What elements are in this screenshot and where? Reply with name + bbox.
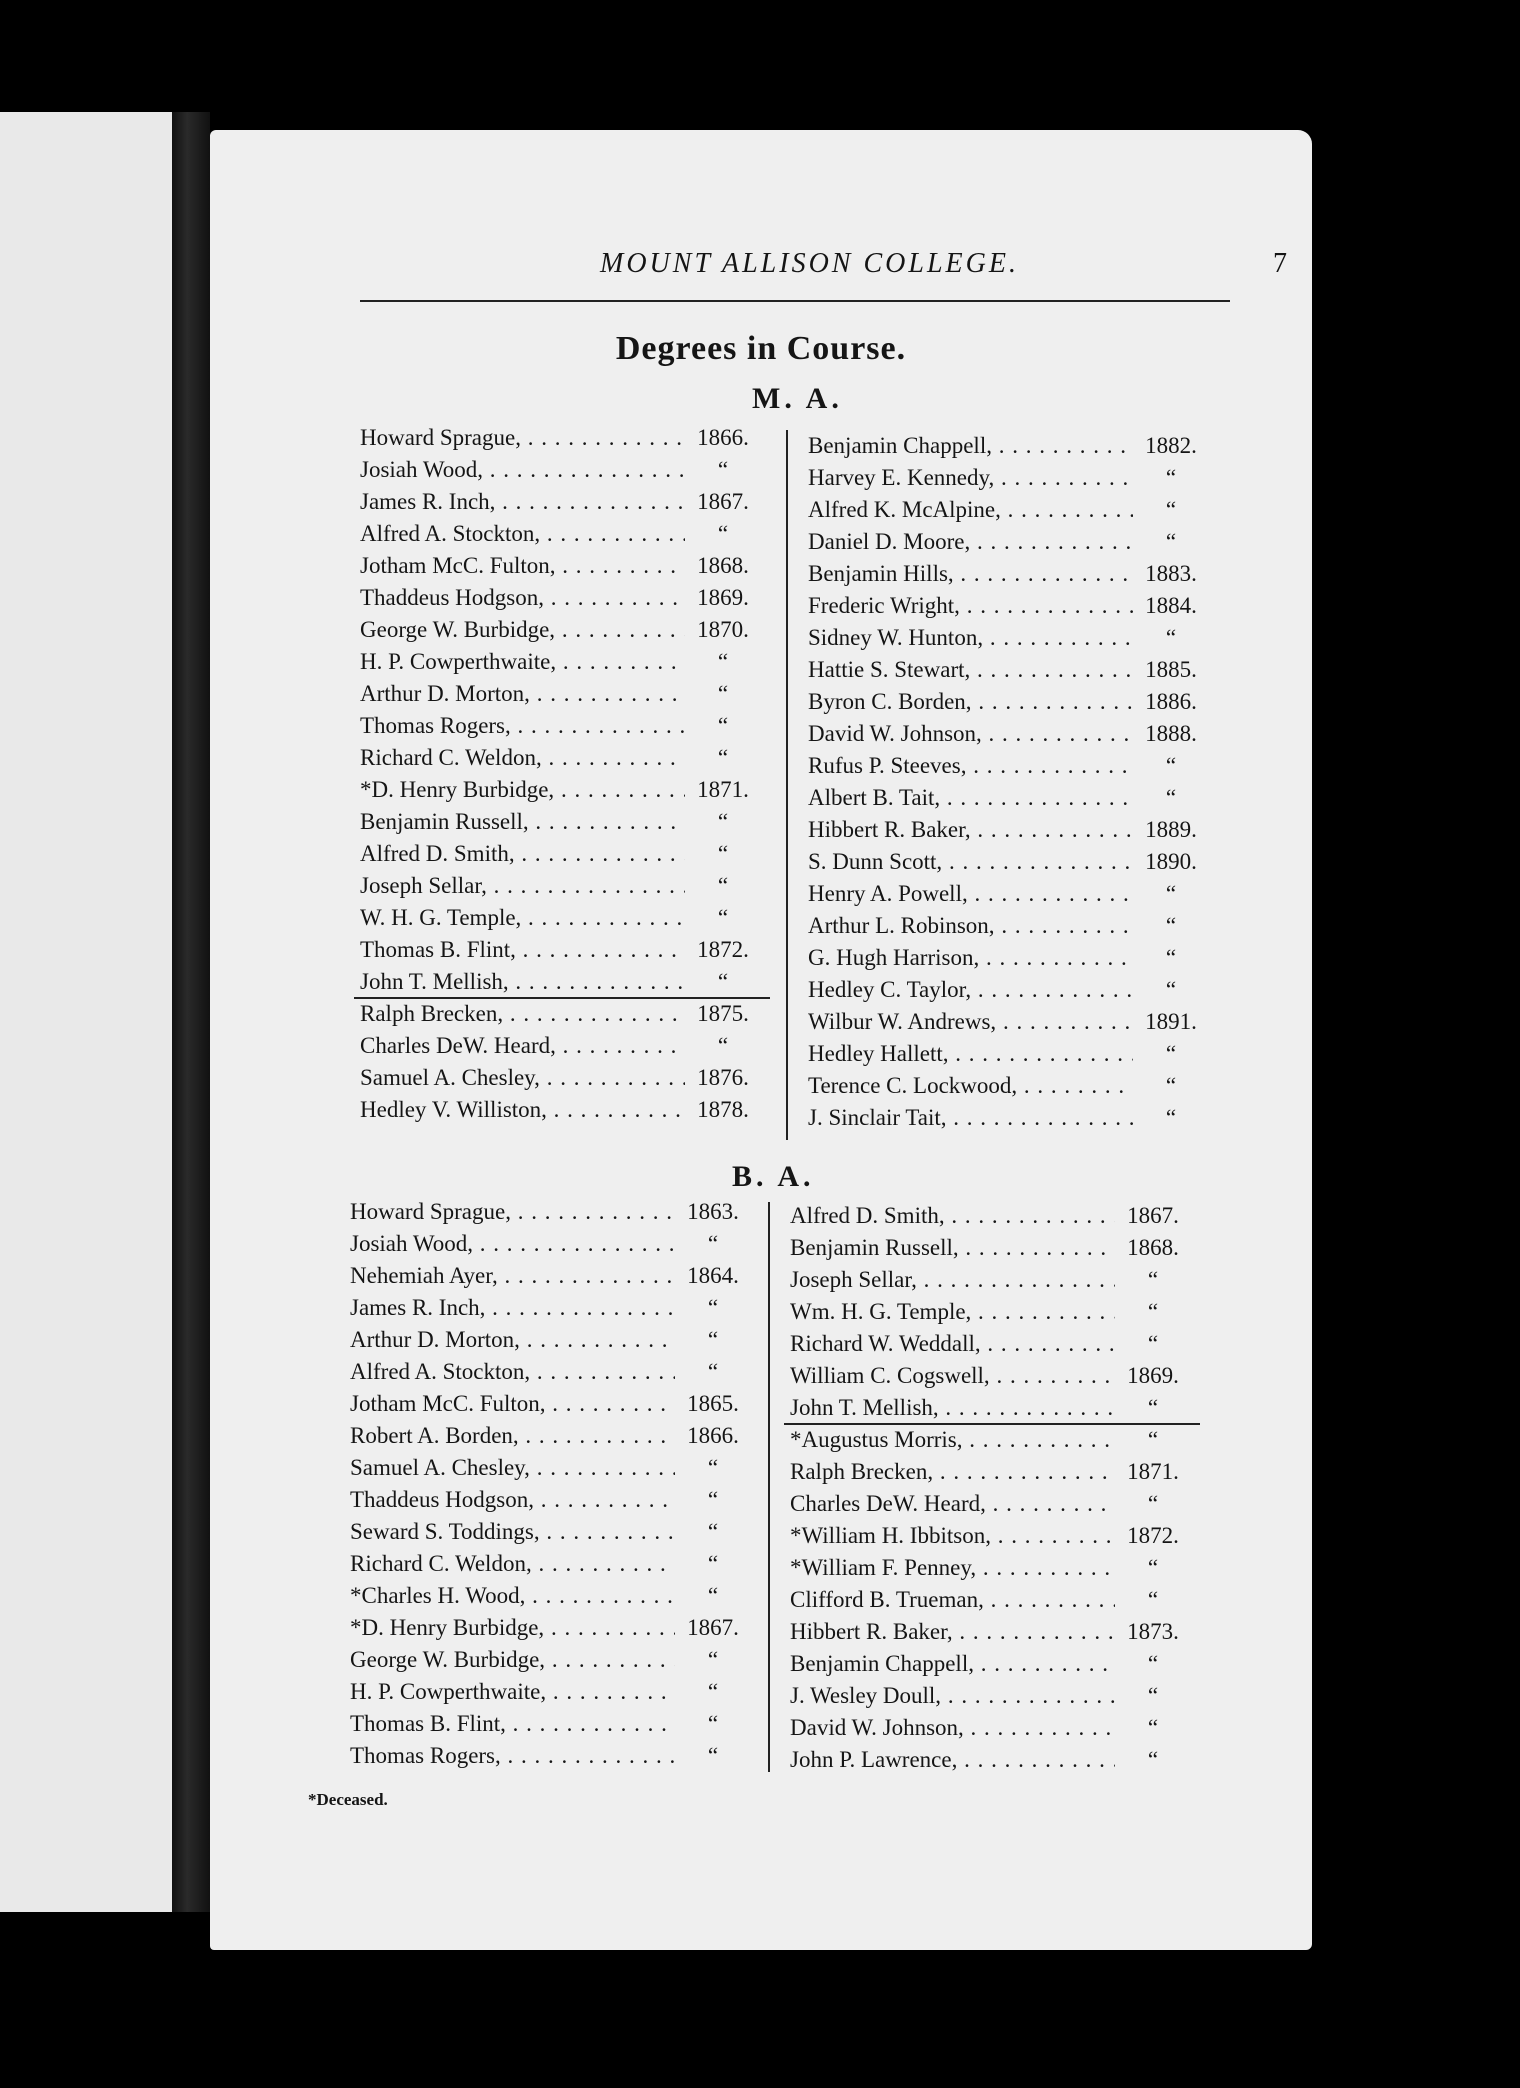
graduation-year: 1867. bbox=[687, 1615, 739, 1640]
list-item bbox=[808, 1070, 1208, 1102]
ma-heading: M. A. bbox=[752, 382, 843, 415]
graduate-name: Seward S. Toddings, . . . bbox=[350, 1516, 675, 1548]
list-item bbox=[808, 1006, 1208, 1038]
list-item bbox=[808, 654, 1208, 686]
graduate-name: J. Wesley Doull, . . . bbox=[790, 1680, 1115, 1712]
graduate-name: Albert B. Tait, . . . bbox=[808, 782, 1133, 814]
graduation-year: “ bbox=[1147, 1299, 1159, 1324]
graduation-year: “ bbox=[717, 905, 729, 930]
graduation-year: 1868. bbox=[1127, 1235, 1179, 1260]
graduate-name: Thaddeus Hodgson, . . . bbox=[360, 582, 685, 614]
list-item bbox=[808, 1038, 1208, 1070]
graduation-year: “ bbox=[1165, 497, 1177, 522]
graduation-year: “ bbox=[1147, 1267, 1159, 1292]
graduate-name: H. P. Cowperthwaite, . . . bbox=[360, 646, 685, 678]
graduation-year: 1882. bbox=[1145, 433, 1197, 458]
graduation-year: 1865. bbox=[687, 1391, 739, 1416]
graduation-year: 1889. bbox=[1145, 817, 1197, 842]
ba-right-column bbox=[790, 1200, 1190, 1776]
graduate-name: Howard Sprague, . . . bbox=[350, 1196, 675, 1228]
graduate-name: David W. Johnson, . . . bbox=[808, 718, 1133, 750]
facing-page-edge bbox=[0, 112, 184, 1912]
list-item bbox=[350, 1356, 750, 1388]
list-item bbox=[350, 1708, 750, 1740]
graduate-name: *Charles H. Wood, . . . bbox=[350, 1580, 675, 1612]
graduate-name: Joseph Sellar, . . . bbox=[360, 870, 685, 902]
graduate-name: Ralph Brecken, . . . bbox=[360, 998, 685, 1030]
graduate-name: Thaddeus Hodgson, . . . bbox=[350, 1484, 675, 1516]
list-item bbox=[808, 494, 1208, 526]
graduation-year: 1871. bbox=[697, 777, 749, 802]
graduate-name: Hibbert R. Baker, . . . bbox=[790, 1616, 1115, 1648]
section-title: Degrees in Course. bbox=[615, 330, 907, 367]
list-item bbox=[350, 1292, 750, 1324]
list-item bbox=[350, 1612, 750, 1644]
list-item bbox=[808, 942, 1208, 974]
list-item bbox=[360, 1030, 760, 1062]
graduation-year: 1883. bbox=[1145, 561, 1197, 586]
graduate-name: *D. Henry Burbidge, . . . bbox=[350, 1612, 675, 1644]
list-item bbox=[350, 1452, 750, 1484]
graduation-year: “ bbox=[1147, 1395, 1159, 1420]
list-item bbox=[790, 1584, 1190, 1616]
list-item bbox=[350, 1516, 750, 1548]
list-item bbox=[360, 486, 760, 518]
graduation-year: 1873. bbox=[1127, 1619, 1179, 1644]
graduation-year: 1888. bbox=[1145, 721, 1197, 746]
graduation-year: “ bbox=[1147, 1683, 1159, 1708]
list-item bbox=[790, 1680, 1190, 1712]
graduate-name: George W. Burbidge, . . . bbox=[350, 1644, 675, 1676]
graduation-year: “ bbox=[717, 649, 729, 674]
graduate-name: Howard Sprague, . . . bbox=[360, 422, 685, 454]
graduation-year: “ bbox=[1147, 1587, 1159, 1612]
list-item bbox=[350, 1676, 750, 1708]
list-item bbox=[360, 998, 760, 1030]
graduate-name: David W. Johnson, . . . bbox=[790, 1712, 1115, 1744]
list-item bbox=[808, 718, 1208, 750]
graduation-year: “ bbox=[1147, 1715, 1159, 1740]
header-rule bbox=[360, 300, 1230, 302]
graduation-year: “ bbox=[717, 873, 729, 898]
graduation-year: “ bbox=[717, 713, 729, 738]
graduate-name: Robert A. Borden, . . . bbox=[350, 1420, 675, 1452]
list-item bbox=[360, 582, 760, 614]
ba-heading: B. A. bbox=[732, 1160, 815, 1193]
graduate-name: Hedley V. Williston, . . . bbox=[360, 1094, 685, 1126]
graduate-name: Clifford B. Trueman, . . . bbox=[790, 1584, 1115, 1616]
list-item bbox=[360, 614, 760, 646]
page-number: 7 bbox=[1273, 248, 1290, 279]
list-item bbox=[808, 750, 1208, 782]
graduate-name: Frederic Wright, . . . bbox=[808, 590, 1133, 622]
graduate-name: *D. Henry Burbidge, . . . bbox=[360, 774, 685, 806]
graduate-name: *Augustus Morris, . . . bbox=[790, 1424, 1115, 1456]
list-item bbox=[360, 934, 760, 966]
graduate-name: Ralph Brecken, . . . bbox=[790, 1456, 1115, 1488]
graduation-year: “ bbox=[707, 1679, 719, 1704]
list-item bbox=[808, 430, 1208, 462]
graduation-year: 1890. bbox=[1145, 849, 1197, 874]
graduate-name: William C. Cogswell, . . . bbox=[790, 1360, 1115, 1392]
graduate-name: Sidney W. Hunton, . . . bbox=[808, 622, 1133, 654]
list-item bbox=[350, 1740, 750, 1772]
graduation-year: “ bbox=[707, 1519, 719, 1544]
graduation-year: 1875. bbox=[697, 1001, 749, 1026]
graduation-year: “ bbox=[1165, 1041, 1177, 1066]
graduate-name: Josiah Wood, . . . bbox=[360, 454, 685, 486]
list-item bbox=[808, 622, 1208, 654]
graduate-name: Benjamin Russell, . . . bbox=[360, 806, 685, 838]
list-item bbox=[360, 838, 760, 870]
list-item bbox=[790, 1424, 1190, 1456]
graduate-name: James R. Inch, . . . bbox=[360, 486, 685, 518]
graduate-name: Jotham McC. Fulton, . . . bbox=[360, 550, 685, 582]
list-item bbox=[790, 1296, 1190, 1328]
graduation-year: 1872. bbox=[1127, 1523, 1179, 1548]
graduation-year: 1863. bbox=[687, 1199, 739, 1224]
graduation-year: 1869. bbox=[697, 585, 749, 610]
graduation-year: 1866. bbox=[687, 1423, 739, 1448]
graduation-year: “ bbox=[1147, 1491, 1159, 1516]
list-item bbox=[808, 782, 1208, 814]
list-item bbox=[808, 910, 1208, 942]
graduate-name: Charles DeW. Heard, . . . bbox=[790, 1488, 1115, 1520]
graduation-year: “ bbox=[1165, 1073, 1177, 1098]
list-item bbox=[350, 1228, 750, 1260]
graduate-name: Joseph Sellar, . . . bbox=[790, 1264, 1115, 1296]
graduate-name: Byron C. Borden, . . . bbox=[808, 686, 1133, 718]
graduate-name: Wm. H. G. Temple, . . . bbox=[790, 1296, 1115, 1328]
graduation-year: “ bbox=[1147, 1651, 1159, 1676]
list-item bbox=[808, 878, 1208, 910]
graduation-year: 1872. bbox=[697, 937, 749, 962]
graduate-name: Benjamin Chappell, . . . bbox=[790, 1648, 1115, 1680]
list-item bbox=[808, 558, 1208, 590]
list-item bbox=[350, 1644, 750, 1676]
graduate-name: Samuel A. Chesley, . . . bbox=[360, 1062, 685, 1094]
graduate-name: S. Dunn Scott, . . . bbox=[808, 846, 1133, 878]
list-item bbox=[790, 1616, 1190, 1648]
graduation-year: “ bbox=[1165, 753, 1177, 778]
list-item bbox=[350, 1420, 750, 1452]
list-item bbox=[808, 974, 1208, 1006]
graduation-year: 1867. bbox=[697, 489, 749, 514]
list-item bbox=[790, 1648, 1190, 1680]
list-item bbox=[808, 590, 1208, 622]
list-item bbox=[360, 454, 760, 486]
list-item bbox=[790, 1200, 1190, 1232]
graduate-name: Arthur D. Morton, . . . bbox=[350, 1324, 675, 1356]
list-item bbox=[350, 1324, 750, 1356]
graduate-name: Richard C. Weldon, . . . bbox=[360, 742, 685, 774]
graduate-name: *William F. Penney, . . . bbox=[790, 1552, 1115, 1584]
graduate-name: Alfred A. Stockton, . . . bbox=[350, 1356, 675, 1388]
list-item bbox=[360, 774, 760, 806]
graduation-year: “ bbox=[1165, 1105, 1177, 1130]
graduate-name: *William H. Ibbitson, . . . bbox=[790, 1520, 1115, 1552]
list-item bbox=[790, 1392, 1190, 1424]
list-item bbox=[360, 550, 760, 582]
graduation-year: “ bbox=[1165, 913, 1177, 938]
graduate-name: W. H. G. Temple, . . . bbox=[360, 902, 685, 934]
graduate-name: Richard C. Weldon, . . . bbox=[350, 1548, 675, 1580]
graduate-name: J. Sinclair Tait, . . . bbox=[808, 1102, 1133, 1134]
graduation-year: 1868. bbox=[697, 553, 749, 578]
graduate-name: Thomas B. Flint, . . . bbox=[360, 934, 685, 966]
graduation-year: “ bbox=[1165, 977, 1177, 1002]
graduation-year: “ bbox=[717, 969, 729, 994]
graduate-name: James R. Inch, . . . bbox=[350, 1292, 675, 1324]
graduate-name: Thomas Rogers, . . . bbox=[360, 710, 685, 742]
list-item bbox=[350, 1196, 750, 1228]
graduate-name: Henry A. Powell, . . . bbox=[808, 878, 1133, 910]
graduation-year: “ bbox=[1147, 1555, 1159, 1580]
graduation-year: “ bbox=[1165, 625, 1177, 650]
graduate-name: H. P. Cowperthwaite, . . . bbox=[350, 1676, 675, 1708]
graduation-year: 1876. bbox=[697, 1065, 749, 1090]
graduate-name: Alfred A. Stockton, . . . bbox=[360, 518, 685, 550]
graduate-name: Thomas B. Flint, . . . bbox=[350, 1708, 675, 1740]
graduate-name: John T. Mellish, . . . bbox=[790, 1392, 1115, 1424]
graduate-name: Hedley C. Taylor, . . . bbox=[808, 974, 1133, 1006]
graduate-name: Wilbur W. Andrews, . . . bbox=[808, 1006, 1133, 1038]
graduate-name: George W. Burbidge, . . . bbox=[360, 614, 685, 646]
graduation-year: “ bbox=[717, 681, 729, 706]
graduation-year: “ bbox=[717, 521, 729, 546]
list-item bbox=[790, 1520, 1190, 1552]
list-item bbox=[360, 1062, 760, 1094]
list-item bbox=[360, 710, 760, 742]
graduate-name: Nehemiah Ayer, . . . bbox=[350, 1260, 675, 1292]
list-item bbox=[808, 1102, 1208, 1134]
graduation-year: “ bbox=[717, 1033, 729, 1058]
list-item bbox=[360, 742, 760, 774]
list-item bbox=[790, 1264, 1190, 1296]
list-item bbox=[808, 814, 1208, 846]
footnote: *Deceased. bbox=[308, 1790, 388, 1809]
graduation-year: “ bbox=[707, 1359, 719, 1384]
ma-column-divider bbox=[786, 430, 788, 1140]
graduation-year: 1866. bbox=[697, 425, 749, 450]
graduation-year: 1878. bbox=[697, 1097, 749, 1122]
graduate-name: John P. Lawrence, . . . bbox=[790, 1744, 1115, 1776]
graduation-year: 1885. bbox=[1145, 657, 1197, 682]
graduation-year: “ bbox=[1165, 529, 1177, 554]
ma-right-column bbox=[808, 430, 1208, 1134]
graduate-name: Alfred D. Smith, . . . bbox=[360, 838, 685, 870]
list-item bbox=[360, 646, 760, 678]
list-item bbox=[790, 1232, 1190, 1264]
list-item bbox=[350, 1260, 750, 1292]
list-item bbox=[360, 870, 760, 902]
graduation-year: “ bbox=[707, 1295, 719, 1320]
graduation-year: “ bbox=[717, 809, 729, 834]
ma-left-column bbox=[360, 422, 760, 1126]
graduate-name: Rufus P. Steeves, . . . bbox=[808, 750, 1133, 782]
list-item bbox=[360, 518, 760, 550]
list-item bbox=[808, 686, 1208, 718]
list-item bbox=[350, 1388, 750, 1420]
graduate-name: Hedley Hallett, . . . bbox=[808, 1038, 1133, 1070]
graduation-year: “ bbox=[707, 1487, 719, 1512]
list-item bbox=[360, 422, 760, 454]
graduation-year: “ bbox=[707, 1231, 719, 1256]
graduate-name: Arthur D. Morton, . . . bbox=[360, 678, 685, 710]
graduation-year: “ bbox=[717, 457, 729, 482]
graduation-year: 1884. bbox=[1145, 593, 1197, 618]
list-item bbox=[350, 1484, 750, 1516]
graduation-year: “ bbox=[1147, 1427, 1159, 1452]
graduation-year: “ bbox=[707, 1583, 719, 1608]
graduate-name: Arthur L. Robinson, . . . bbox=[808, 910, 1133, 942]
graduation-year: 1886. bbox=[1145, 689, 1197, 714]
list-item bbox=[790, 1360, 1190, 1392]
page-header bbox=[360, 248, 1290, 292]
list-item bbox=[808, 462, 1208, 494]
graduation-year: 1870. bbox=[697, 617, 749, 642]
document-page bbox=[210, 130, 1312, 1950]
graduate-name: Alfred K. McAlpine, . . . bbox=[808, 494, 1133, 526]
graduation-year: “ bbox=[1165, 465, 1177, 490]
graduate-name: Harvey E. Kennedy, . . . bbox=[808, 462, 1133, 494]
list-item bbox=[808, 526, 1208, 558]
graduation-year: “ bbox=[1165, 945, 1177, 970]
graduation-year: “ bbox=[707, 1711, 719, 1736]
list-item bbox=[790, 1488, 1190, 1520]
list-item bbox=[790, 1552, 1190, 1584]
graduation-year: “ bbox=[1147, 1747, 1159, 1772]
graduation-year: “ bbox=[717, 745, 729, 770]
graduate-name: Daniel D. Moore, . . . bbox=[808, 526, 1133, 558]
graduate-name: Benjamin Chappell, . . . bbox=[808, 430, 1133, 462]
graduation-year: “ bbox=[717, 841, 729, 866]
graduation-year: “ bbox=[707, 1647, 719, 1672]
list-item bbox=[808, 846, 1208, 878]
graduation-year: 1867. bbox=[1127, 1203, 1179, 1228]
graduate-name: Hattie S. Stewart, . . . bbox=[808, 654, 1133, 686]
list-item bbox=[360, 966, 760, 998]
graduation-year: “ bbox=[707, 1455, 719, 1480]
graduation-year: “ bbox=[1165, 881, 1177, 906]
running-title: MOUNT ALLISON COLLEGE. bbox=[600, 248, 1019, 279]
graduate-name: Charles DeW. Heard, . . . bbox=[360, 1030, 685, 1062]
graduate-name: Richard W. Weddall, . . . bbox=[790, 1328, 1115, 1360]
list-item bbox=[790, 1744, 1190, 1776]
graduate-name: Samuel A. Chesley, . . . bbox=[350, 1452, 675, 1484]
ba-left-column bbox=[350, 1196, 750, 1772]
graduation-year: “ bbox=[707, 1551, 719, 1576]
graduate-name: Benjamin Russell, . . . bbox=[790, 1232, 1115, 1264]
graduate-name: Jotham McC. Fulton, . . . bbox=[350, 1388, 675, 1420]
ba-column-divider bbox=[768, 1202, 770, 1772]
graduate-name: Hibbert R. Baker, . . . bbox=[808, 814, 1133, 846]
list-item bbox=[790, 1328, 1190, 1360]
graduate-name: John T. Mellish, . . . bbox=[360, 966, 685, 998]
list-item bbox=[360, 902, 760, 934]
graduate-name: Terence C. Lockwood, . . . bbox=[808, 1070, 1133, 1102]
graduation-year: 1891. bbox=[1145, 1009, 1197, 1034]
graduation-year: “ bbox=[1165, 785, 1177, 810]
graduate-name: G. Hugh Harrison, . . . bbox=[808, 942, 1133, 974]
list-item bbox=[350, 1580, 750, 1612]
graduate-name: Benjamin Hills, . . . bbox=[808, 558, 1133, 590]
graduation-year: “ bbox=[1147, 1331, 1159, 1356]
list-item bbox=[360, 678, 760, 710]
graduation-year: 1869. bbox=[1127, 1363, 1179, 1388]
graduate-name: Alfred D. Smith, . . . bbox=[790, 1200, 1115, 1232]
list-item bbox=[790, 1456, 1190, 1488]
graduation-year: “ bbox=[707, 1743, 719, 1768]
graduation-year: 1871. bbox=[1127, 1459, 1179, 1484]
graduate-name: Thomas Rogers, . . . bbox=[350, 1740, 675, 1772]
list-item bbox=[360, 806, 760, 838]
list-item bbox=[790, 1712, 1190, 1744]
list-item bbox=[350, 1548, 750, 1580]
book-spine bbox=[172, 112, 210, 1912]
graduation-year: 1864. bbox=[687, 1263, 739, 1288]
graduate-name: Josiah Wood, . . . bbox=[350, 1228, 675, 1260]
graduation-year: “ bbox=[707, 1327, 719, 1352]
list-item bbox=[360, 1094, 760, 1126]
